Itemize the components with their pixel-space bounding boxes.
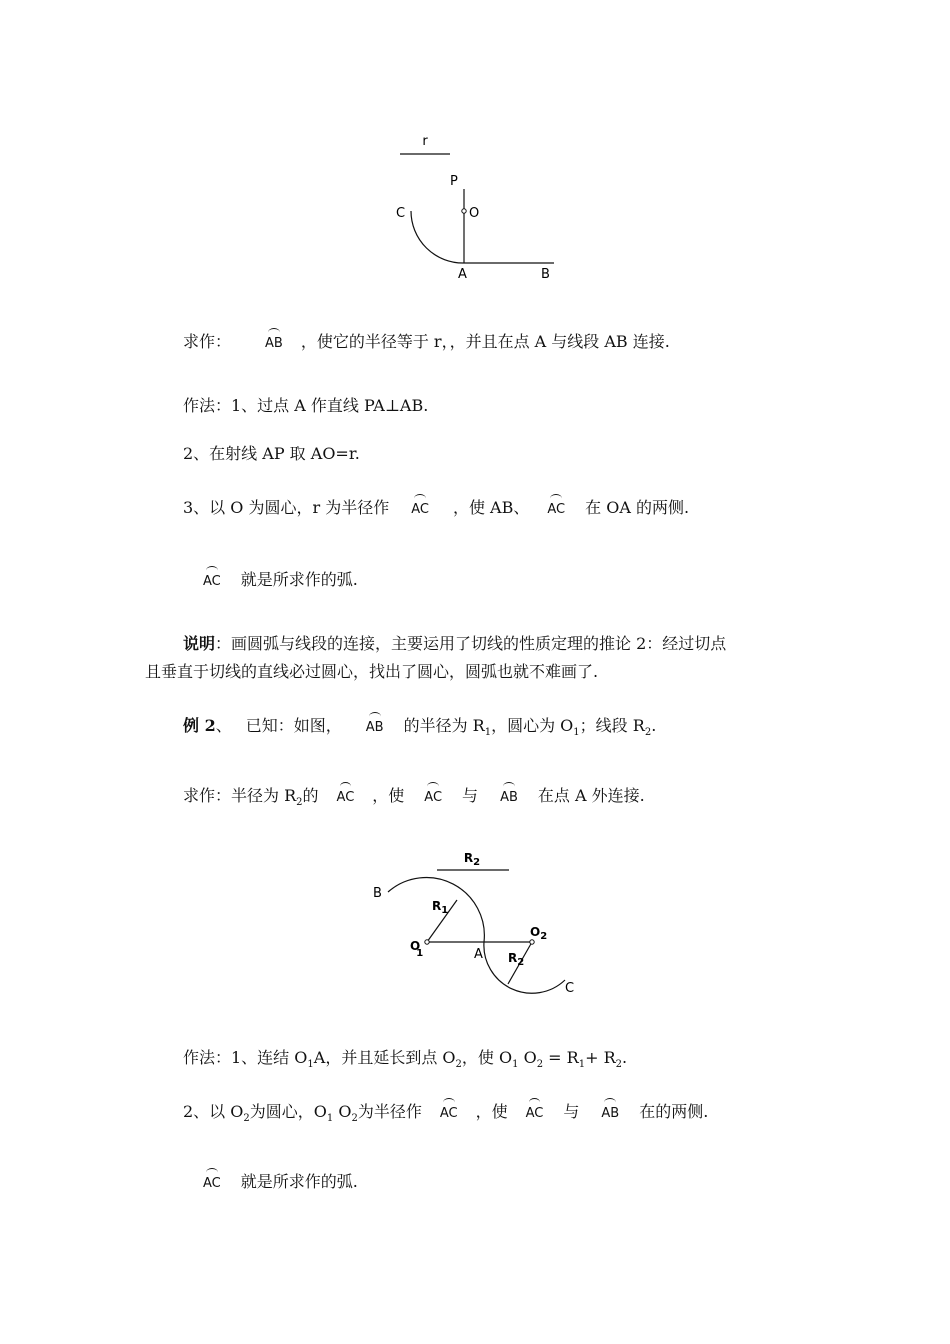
label-r: r [422,134,428,149]
note-label: 说明 [183,634,216,653]
label-r2-top: $R_2$ [463,851,481,868]
arc-ac [484,942,565,993]
arc-ab-symbol: AB [265,328,283,354]
label-b: B [541,267,550,282]
method2-line-2: 2、以 $O_2$为圆心，$O_1$ $O_2$为半径作 AC ，使 AC 与 AB 在的两侧. [183,1098,708,1129]
arc-ab-symbol: AB [601,1098,619,1124]
point-o2 [530,940,534,944]
figure-1 [380,128,580,288]
note-line-2: 且垂直于切线的直线必过圆心，找出了圆心，圆弧也就不难画了. [145,662,599,681]
arc-ab-symbol: AB [366,712,384,738]
label-r2: $R_2$ [508,951,525,968]
task-line-1: 求作： AB ，使它的半径等于 r，，并且在点 A 与线段 AB 连接. [183,328,670,354]
conclusion-line-1: AC 就是所求作的弧. [203,566,358,592]
arc-ac-symbol: AC [547,494,565,520]
label-p: P [450,174,458,189]
label-a: A [458,267,467,282]
arc-ac-symbol: AC [440,1098,458,1124]
arc-ac [411,211,464,263]
arc-ac-symbol: AC [203,566,221,592]
note-line-1: 说明：画圆弧与线段的连接，主要运用了切线的性质定理的推论 2：经过切点 [183,634,727,653]
example-label: 例 2 [183,716,216,735]
arc-ac-symbol: AC [424,782,442,808]
label-c: C [396,206,406,221]
arc-ab-symbol: AB [500,782,518,808]
method-line-2: 2、在射线 AP 取 AO=r. [183,444,360,463]
label-c: C [565,981,575,996]
arc-ac-symbol: AC [526,1098,544,1124]
point-o1 [425,940,429,944]
method2-line-1: 作法：1、连结 $O_1A$，并且延长到点 $O_2$，使 $O_1$ $O_2 = R_1+ R_2$. [183,1048,628,1071]
label-r1: $R_1$ [432,899,449,916]
method-line-3: 3、以 O 为圆心，r 为半径作 AC ，使 AB、 AC 在 OA 的两侧. [183,494,689,520]
label-b: B [373,886,382,901]
label-o2: $O_2$ [530,925,548,942]
example-2-line: 例 2、 已知：如图， AB 的半径为 $R_1$，圆心为 $O_1$；线段 $R_2$. [183,712,656,743]
conclusion-line-2: AC 就是所求作的弧. [203,1168,358,1194]
arc-ac-symbol: AC [411,494,429,520]
method-line-1: 作法：1、过点 A 作直线 PA⊥AB. [183,396,429,415]
label-a: A [474,947,483,962]
label-o1: O 1 [410,939,424,959]
arc-ac-symbol: AC [337,782,355,808]
point-o [462,209,466,213]
arc-ac-symbol: AC [203,1168,221,1194]
label-o: O [469,206,480,221]
task-line-2: 求作：半径为 $R_2$的 AC ，使 AC 与 AB 在点 A 外连接. [183,782,645,813]
figure-2 [360,842,590,1002]
